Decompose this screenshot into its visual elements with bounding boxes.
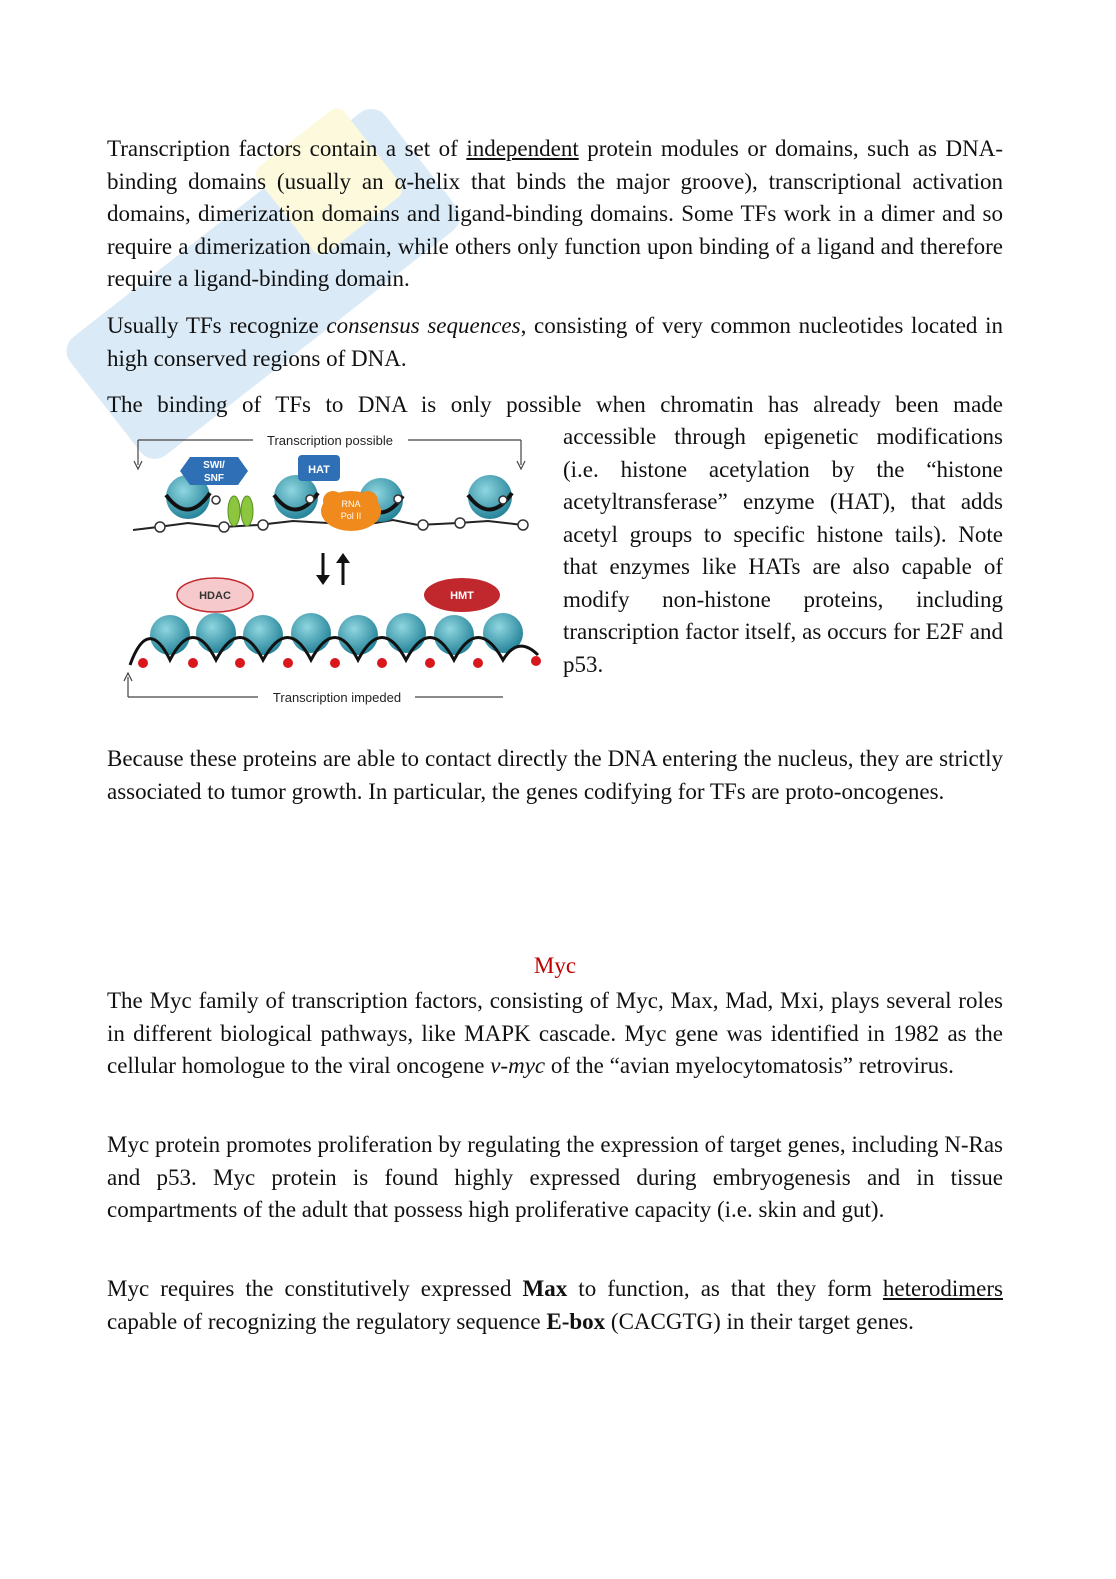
p7-text-c: capable of recognizing the regulatory sequence xyxy=(107,1308,547,1334)
hmt-enzyme xyxy=(424,578,500,612)
p7-bold-ebox: E-box xyxy=(546,1308,606,1334)
hdac-label: HDAC xyxy=(199,590,231,602)
p7-text-a: Myc requires the constitutively expressed xyxy=(107,1276,523,1301)
paragraph-tumor-growth: Because these proteins are able to contact directly the DNA entering the nucleus, they are strictly associated to tumor growth. In particular, the genes codifying for TFs are proto-oncogenes. xyxy=(107,746,1003,804)
rna-pol-label-1: RNA xyxy=(341,499,361,509)
p1-underlined-independent: independent xyxy=(466,136,579,161)
p1-text-before: Transcription factors contain a set of xyxy=(107,136,467,161)
p7-text-b: to function, as that they form xyxy=(567,1276,883,1301)
label-transcription-impeded: Transcription impeded xyxy=(272,690,402,705)
rna-pol-label-2: Pol II xyxy=(340,511,362,521)
paragraph-chromatin-wrap: accessible through epigenetic modifications (i.e. histone acetylation by the “histone acetyltransferase” enzyme (HAT), that adds acetyl groups to specific histone tails). Note that enzymes like HATs are also capable of modify non-histone proteins, including transcription factor itself, as occurs for E2F and p53. xyxy=(563,424,1003,677)
p5-italic-vmyc: v-myc xyxy=(490,1053,546,1078)
p7-underlined-heterodimers: heterodimers xyxy=(882,1276,1003,1301)
paragraph-consensus xyxy=(107,310,1003,375)
p1-text-after: protein modules or domains, such as DNA-binding domains (usually an α-helix that binds the major groove), transcriptional activation domains, dimerization domains and ligand-binding domains. Some TFs work in a dimer and so require a dimerization domain, while others only function upon binding of a ligand and therefore require a ligand-binding domain. xyxy=(107,136,1003,291)
p2-text-after: , consisting of very common nucleotides located in high conserved regions of DNA. xyxy=(107,313,1004,371)
paragraph-tf-domains xyxy=(107,133,1003,296)
p5-text-after: of the “avian myelocytomatosis” retrovirus. xyxy=(545,1053,954,1078)
paragraph-myc-proliferation: Myc protein promotes proliferation by regulating the expression of target genes, including N-Ras and p53. Myc protein is found highly expressed during embryogenesis and in tissue compartments of the adult that possess high proliferative capacity (i.e. skin and gut). xyxy=(107,1132,1003,1222)
nucleosomes-condensed xyxy=(150,613,523,655)
paragraph-myc-family xyxy=(107,985,1003,1083)
p2-text-before: Usually TFs recognize xyxy=(107,313,327,338)
swi-snf-complex xyxy=(180,457,248,485)
p5-text-before: The Myc family of transcription factors, consisting of Myc, Max, Mad, Mxi, plays several roles in different biological pathways, like MAPK cascade. Myc gene was identified in 1982 as the cellular homologue to the viral oncogene xyxy=(107,988,1003,1078)
p7-bold-max: Max xyxy=(522,1276,568,1301)
swi-snf-label-2: SNF xyxy=(204,473,224,484)
rna-pol-ii xyxy=(321,491,381,531)
hat-enzyme xyxy=(298,455,340,481)
chromatin-figure xyxy=(118,425,548,715)
swi-snf-label-1: SWI/ xyxy=(203,460,225,471)
hdac-enzyme xyxy=(177,578,253,612)
hat-label: HAT xyxy=(308,464,330,476)
methyl-marks xyxy=(138,656,541,668)
paragraph-myc-max xyxy=(107,1273,1003,1338)
green-tf-pair xyxy=(228,496,253,526)
p2-italic-consensus: consensus sequences xyxy=(326,313,521,338)
section-heading-myc: Myc xyxy=(533,953,577,978)
equilibrium-arrows xyxy=(316,553,350,585)
paragraph-chromatin-line1: The binding of TFs to DNA is only possible when chromatin has already been made xyxy=(107,392,1003,417)
hmt-label: HMT xyxy=(450,590,474,602)
p7-text-d: (CACGTG) in their target genes. xyxy=(605,1308,914,1334)
label-transcription-possible: Transcription possible xyxy=(267,433,393,448)
